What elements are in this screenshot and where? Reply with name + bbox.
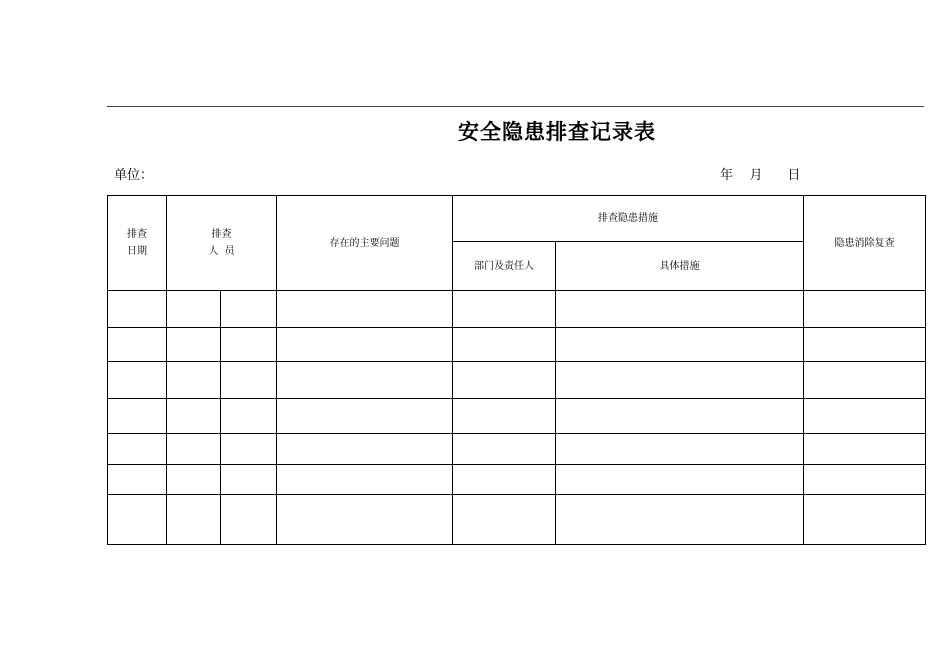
header-elimination-review: 隐患消除复查 xyxy=(804,196,926,291)
table-cell[interactable] xyxy=(221,328,277,362)
table-cell[interactable] xyxy=(804,434,926,465)
table-cell[interactable] xyxy=(167,434,221,465)
table-cell[interactable] xyxy=(167,465,221,495)
table-row xyxy=(108,465,926,495)
table-cell[interactable] xyxy=(277,434,453,465)
table-cell[interactable] xyxy=(556,362,804,399)
table-cell[interactable] xyxy=(804,465,926,495)
table-cell[interactable] xyxy=(277,465,453,495)
table-cell[interactable] xyxy=(453,291,556,328)
table-cell[interactable] xyxy=(221,399,277,434)
table-cell[interactable] xyxy=(453,495,556,545)
table-cell[interactable] xyxy=(108,399,167,434)
table-row xyxy=(108,328,926,362)
table-cell[interactable] xyxy=(108,362,167,399)
table-cell[interactable] xyxy=(108,465,167,495)
table-cell[interactable] xyxy=(804,362,926,399)
table-cell[interactable] xyxy=(453,434,556,465)
table-header xyxy=(108,196,926,291)
header-specific-measures: 具体措施 xyxy=(556,242,804,291)
table-cell[interactable] xyxy=(277,291,453,328)
table-cell[interactable] xyxy=(277,399,453,434)
date-label: 年 月 日 xyxy=(720,168,801,183)
table-cell[interactable] xyxy=(167,291,221,328)
table-cell[interactable] xyxy=(556,434,804,465)
table-cell[interactable] xyxy=(556,328,804,362)
page-title: 安全隐患排查记录表 xyxy=(458,119,656,144)
table-cell[interactable] xyxy=(804,291,926,328)
table-cell[interactable] xyxy=(277,495,453,545)
table-cell[interactable] xyxy=(556,291,804,328)
header-check-staff: 排查 人 员 xyxy=(167,196,277,291)
table-cell[interactable] xyxy=(108,434,167,465)
table-cell[interactable] xyxy=(556,399,804,434)
table-cell[interactable] xyxy=(804,328,926,362)
table-body xyxy=(108,291,926,545)
table-cell[interactable] xyxy=(804,495,926,545)
table-cell[interactable] xyxy=(453,328,556,362)
table-cell[interactable] xyxy=(221,291,277,328)
table-row xyxy=(108,291,926,328)
table-cell[interactable] xyxy=(453,399,556,434)
table-cell[interactable] xyxy=(453,362,556,399)
table-cell[interactable] xyxy=(277,362,453,399)
table-row xyxy=(108,399,926,434)
table-row xyxy=(108,362,926,399)
table-cell[interactable] xyxy=(556,465,804,495)
unit-label: 单位： xyxy=(114,168,154,183)
table-cell[interactable] xyxy=(221,362,277,399)
table-cell[interactable] xyxy=(167,362,221,399)
top-rule xyxy=(107,106,924,107)
table-cell[interactable] xyxy=(108,328,167,362)
record-table xyxy=(107,195,926,545)
table-cell[interactable] xyxy=(167,399,221,434)
table-cell[interactable] xyxy=(556,495,804,545)
table-cell[interactable] xyxy=(804,399,926,434)
table-cell[interactable] xyxy=(167,495,221,545)
table-row xyxy=(108,495,926,545)
table-row xyxy=(108,434,926,465)
header-main-issues: 存在的主要问题 xyxy=(277,196,453,291)
table-cell[interactable] xyxy=(108,291,167,328)
table-cell[interactable] xyxy=(221,465,277,495)
table-cell[interactable] xyxy=(453,465,556,495)
table-cell[interactable] xyxy=(277,328,453,362)
header-measures-group: 排查隐患措施 xyxy=(453,196,804,242)
table-cell[interactable] xyxy=(221,495,277,545)
header-check-date: 排查 日期 xyxy=(108,196,167,291)
header-dept-responsible: 部门及责任人 xyxy=(453,242,556,291)
table-cell[interactable] xyxy=(167,328,221,362)
table-cell[interactable] xyxy=(108,495,167,545)
table-cell[interactable] xyxy=(221,434,277,465)
